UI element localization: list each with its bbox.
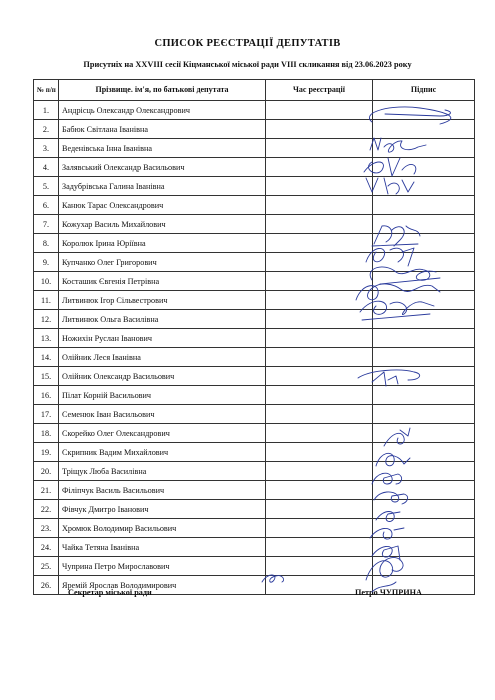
deputy-name: Кожухар Василь Михайлович: [59, 215, 266, 234]
deputy-name: Філіпчук Василь Васильович: [59, 481, 266, 500]
signature-cell: [373, 177, 475, 196]
header-num: № п/п: [34, 80, 59, 101]
table-row: [34, 424, 475, 443]
secretary-label: Секретар міської ради: [68, 588, 152, 597]
signature-cell: [373, 253, 475, 272]
deputy-name: Олійник Леся Іванівна: [59, 348, 266, 367]
table-row: [34, 158, 475, 177]
row-number: 11.: [34, 291, 59, 310]
table-row: [34, 177, 475, 196]
registration-time-cell: [266, 101, 373, 120]
table-row: [34, 234, 475, 253]
deputy-name: Литвинюк Ігор Сільвестрович: [59, 291, 266, 310]
signer-name: Петро ЧУПРИНА: [355, 588, 422, 597]
deputy-name: Косташик Євгенія Петрівна: [59, 272, 266, 291]
registration-time-cell: [266, 310, 373, 329]
deputy-name: Андрісць Олександр Олександрович: [59, 101, 266, 120]
registration-time-cell: [266, 215, 373, 234]
registration-time-cell: [266, 348, 373, 367]
row-number: 1.: [34, 101, 59, 120]
row-number: 7.: [34, 215, 59, 234]
row-number: 14.: [34, 348, 59, 367]
table-row: [34, 557, 475, 576]
registration-time-cell: [266, 481, 373, 500]
deputy-name: Скрипник Вадим Михайлович: [59, 443, 266, 462]
row-number: 8.: [34, 234, 59, 253]
deputy-name: Королюк Ірина Юріївна: [59, 234, 266, 253]
table-row: [34, 139, 475, 158]
table-row: [34, 500, 475, 519]
signature-cell: [373, 120, 475, 139]
row-number: 6.: [34, 196, 59, 215]
signature-cell: [373, 348, 475, 367]
registration-time-cell: [266, 557, 373, 576]
row-number: 21.: [34, 481, 59, 500]
deputy-name: Залявський Олександр Васильович: [59, 158, 266, 177]
table-row: [34, 367, 475, 386]
row-number: 26.: [34, 576, 59, 595]
deputy-name: Чуприна Петро Мирославович: [59, 557, 266, 576]
signature-cell: [373, 139, 475, 158]
signature-cell: [373, 386, 475, 405]
registration-time-cell: [266, 234, 373, 253]
table-row: [34, 291, 475, 310]
table-row: [34, 519, 475, 538]
registration-time-cell: [266, 538, 373, 557]
row-number: 3.: [34, 139, 59, 158]
row-number: 12.: [34, 310, 59, 329]
row-number: 10.: [34, 272, 59, 291]
row-number: 25.: [34, 557, 59, 576]
signature-cell: [373, 196, 475, 215]
signature-cell: [373, 101, 475, 120]
row-number: 13.: [34, 329, 59, 348]
signature-cell: [373, 310, 475, 329]
deputy-name: Канюк Тарас Олександрович: [59, 196, 266, 215]
document-title: СПИСОК РЕЄСТРАЦІЇ ДЕПУТАТІВ: [154, 38, 341, 49]
row-number: 20.: [34, 462, 59, 481]
registration-time-cell: [266, 500, 373, 519]
deputy-name: Ножихін Руслан Іванович: [59, 329, 266, 348]
deputy-name: Литвинюк Ольга Василівна: [59, 310, 266, 329]
registration-time-cell: [266, 291, 373, 310]
deputy-name: Задубрівська Галина Іванівна: [59, 177, 266, 196]
deputy-name: Веденівська Інна Іванівна: [59, 139, 266, 158]
signature-cell: [373, 557, 475, 576]
table-row: [34, 386, 475, 405]
signature-cell: [373, 329, 475, 348]
row-number: 9.: [34, 253, 59, 272]
table-row: [34, 329, 475, 348]
row-number: 4.: [34, 158, 59, 177]
deputy-name: Бабюк Світлана Іванівна: [59, 120, 266, 139]
signature-cell: [373, 367, 475, 386]
signature-cell: [373, 443, 475, 462]
deputy-name: Тріщук Люба Василівна: [59, 462, 266, 481]
signature-cell: [373, 538, 475, 557]
registration-time-cell: [266, 424, 373, 443]
row-number: 18.: [34, 424, 59, 443]
deputy-name: Яремій Ярослав Володимирович: [59, 576, 266, 595]
document-subtitle: Присутніх на XXVIII сесії Кіцманської міської ради VIII скликання від 23.06.2023 року: [83, 60, 412, 69]
deputy-name: Купчанко Олег Григорович: [59, 253, 266, 272]
registration-time-cell: [266, 386, 373, 405]
row-number: 19.: [34, 443, 59, 462]
header-signature: Підпис: [373, 80, 475, 101]
table-row: [34, 272, 475, 291]
table-row: [34, 101, 475, 120]
row-number: 17.: [34, 405, 59, 424]
row-number: 16.: [34, 386, 59, 405]
signature-cell: [373, 272, 475, 291]
signature-cell: [373, 291, 475, 310]
header-time: Час реєстрації: [266, 80, 373, 101]
table-row: [34, 462, 475, 481]
deputy-name: Олійник Олександр Васильович: [59, 367, 266, 386]
deputy-name: Фівчук Дмитро Іванович: [59, 500, 266, 519]
registration-time-cell: [266, 158, 373, 177]
deputy-name: Хромюк Володимир Васильович: [59, 519, 266, 538]
table-row: [34, 196, 475, 215]
registration-time-cell: [266, 367, 373, 386]
signature-cell: [373, 424, 475, 443]
registration-time-cell: [266, 139, 373, 158]
signature-cell: [373, 500, 475, 519]
table-row: [34, 348, 475, 367]
registration-time-cell: [266, 253, 373, 272]
registration-time-cell: [266, 177, 373, 196]
signature-cell: [373, 481, 475, 500]
registration-table: [33, 79, 475, 595]
header-name: Прізвище. ім'я, по батькові депутата: [59, 80, 266, 101]
signature-cell: [373, 519, 475, 538]
table-row: [34, 405, 475, 424]
table-row: [34, 120, 475, 139]
deputy-name: Семенюк Іван Васильович: [59, 405, 266, 424]
registration-time-cell: [266, 462, 373, 481]
row-number: 23.: [34, 519, 59, 538]
signature-cell: [373, 158, 475, 177]
deputy-name: Скорейко Олег Олександрович: [59, 424, 266, 443]
signature-cell: [373, 462, 475, 481]
registration-time-cell: [266, 120, 373, 139]
registration-time-cell: [266, 329, 373, 348]
table-row: [34, 310, 475, 329]
table-row: [34, 253, 475, 272]
registration-time-cell: [266, 443, 373, 462]
registration-time-cell: [266, 196, 373, 215]
table-row: [34, 443, 475, 462]
table-row: [34, 538, 475, 557]
row-number: 5.: [34, 177, 59, 196]
table-row: [34, 481, 475, 500]
signature-cell: [373, 215, 475, 234]
row-number: 15.: [34, 367, 59, 386]
row-number: 24.: [34, 538, 59, 557]
registration-time-cell: [266, 519, 373, 538]
table-body: [34, 101, 475, 595]
table-row: [34, 215, 475, 234]
registration-time-cell: [266, 405, 373, 424]
deputy-name: Чайка Тетяна Іванівна: [59, 538, 266, 557]
row-number: 2.: [34, 120, 59, 139]
signature-cell: [373, 405, 475, 424]
registration-time-cell: [266, 272, 373, 291]
deputy-name: Пілат Корній Васильович: [59, 386, 266, 405]
signature-cell: [373, 234, 475, 253]
table-header-row: [34, 80, 475, 101]
row-number: 22.: [34, 500, 59, 519]
